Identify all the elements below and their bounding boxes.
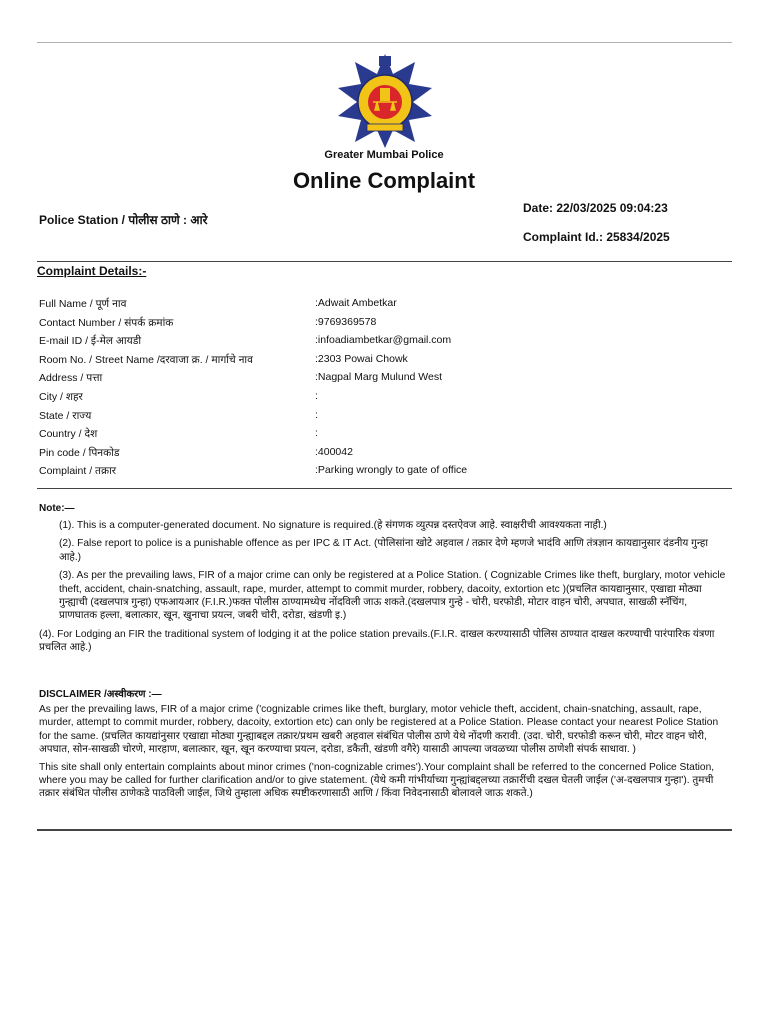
field-label: Room No. / Street Name /दरवाजा क्र. / मार्गाचे नाव: [39, 353, 253, 366]
notes-heading: Note:—: [39, 503, 75, 514]
field-label: Full Name / पूर्ण नाव: [39, 298, 127, 310]
field-complaint: [39, 464, 729, 483]
field-value: :infoadiambetkar@gmail.com: [315, 334, 452, 347]
field-label: Address / पत्ता: [39, 372, 103, 385]
details-heading: Complaint Details:-: [37, 264, 147, 278]
police-emblem-logo: [335, 52, 435, 148]
disclaimer-heading: DISCLAIMER /अस्वीकरण :—: [39, 689, 162, 700]
field-label: Contact Number / संपर्क क्रमांक: [39, 316, 174, 329]
details-bottom-divider: [37, 488, 732, 489]
field-pin-code: [39, 446, 729, 465]
complaint-id: Complaint Id.: 25834/2025: [523, 230, 670, 244]
field-state: [39, 409, 729, 428]
organization-name: Greater Mumbai Police: [324, 149, 444, 161]
note-item: (2). False report to police is a punishable offence as per IPC & IT Act. (पोलिसांना खोटे अहवाल / तक्रार देणे म्हणजे भादंवि आणि तंत्रज्ञान कायद्यानुसार दंडनीय गुन्हा आहे.): [59, 538, 708, 563]
field-value: :Adwait Ambetkar: [315, 297, 397, 309]
notes-list: [39, 519, 727, 660]
note-item: (3). As per the prevailing laws, FIR of a major crime can only be registered at a Police Station. ( Cognizable Crimes like theft, burglary, motor vehicle theft, accident, chain-snatching, assault, rape, murder, attempt to commit murder, robbery, dacoity, extortion etc )(प्रचलित कायद्यानुसार, एखाद्या मोठ्या गुन्ह्याची (दखलपात्र गुन्हा) एफआयआर (F.I.R.)फक्त पोलीस ठाण्यामध्येच नोंदविली जाऊ शकते.(दखलपात्र गुन्हे - चोरी, घरफोडी, मोटार वाहन चोरी, अपघात, साखळी स्नॅचिंग, प्राणघातक हल्ला, बलात्कार, खून, खुनाचा प्रयत्न, जबरी चोरी, दरोडा, खंडणी इ.): [59, 570, 726, 622]
disclaimer-body: [39, 703, 727, 805]
field-label: E-mail ID / ई-मेल आयडी: [39, 335, 142, 348]
police-station: Police Station / पोलीस ठाणे : आरे: [39, 213, 208, 227]
note-item: (4). For Lodging an FIR the traditional system of lodging it at the police station prevails.(F.I.R. दाखल करण्यासाठी पोलिस ठाण्यात दाखल करण्याची पारंपारिक यंत्रणा प्रचलित आहे.): [39, 628, 715, 654]
field-label: City / शहर: [39, 390, 83, 403]
note-item: (1). This is a computer-generated document. No signature is required.(हे संगणक व्युत्पन्न दस्तऐवज आहे. स्वाक्षरीची आवश्यकता नाही.): [59, 520, 607, 531]
field-value: :: [315, 408, 318, 421]
field-value: :2303 Powai Chowk: [315, 352, 408, 365]
bottom-divider: [37, 829, 732, 831]
disclaimer-paragraph: As per the prevailing laws, FIR of a major crime ('cognizable crimes like theft, burglary, motor vehicle theft, accident, chain-snatching, assault, rape, murder, attempt to commit murder, robbery, dacoity, extortion etc) can only be registered at a Police Station. Please contact your nearest Police Station for the same. (प्रचलित कायद्यांनुसार एखाद्या मोठ्या गुन्ह्याबद्दल तक्रार/प्रथम खबरी अहवाल संबंधित पोलीस ठाणे येथे नोंदणी करावी. (उदा. चोरी, घरफोडी करून चोरी, मोटर वाहन चोरी, अपघात, सोन-साखळी चोरणे, मारहाण, बलात्कार, खून, खून करण्याचा प्रयत्न, दरोडा, डकैती, खंडणी वगैरे) यासाठी आपल्या जवळच्या पोलीस ठाणेशी संपर्क साधावा. ): [39, 704, 719, 756]
field-value: :9769369578: [315, 315, 377, 328]
field-address: [39, 371, 729, 390]
field-label: Pin code / पिनकोड: [39, 446, 120, 459]
field-country: [39, 427, 729, 446]
field-email: [39, 334, 729, 353]
complaint-date: Date: 22/03/2025 09:04:23: [523, 201, 668, 215]
field-label: Complaint / तक्रार: [39, 465, 117, 478]
details-top-divider: [37, 261, 732, 262]
field-value: :: [315, 389, 318, 402]
field-room-street: [39, 353, 729, 372]
page-title: Online Complaint: [292, 168, 476, 193]
field-value: :: [315, 427, 318, 440]
field-city: [39, 390, 729, 409]
field-value: :Parking wrongly to gate of office: [315, 464, 468, 477]
field-contact-number: [39, 316, 729, 335]
field-label: State / राज्य: [39, 409, 92, 422]
field-full-name: [39, 297, 729, 316]
details-list: [39, 297, 729, 483]
field-value: :Nagpal Marg Mulund West: [315, 371, 443, 384]
disclaimer-paragraph: This site shall only entertain complaints about minor crimes ('non-cognizable crimes').Your complaint shall be referred to the concerned Police Station, where you may be called for further clarification and/or to give statement. (येथे कमी गांभीर्याच्या गुन्ह्यांबद्दलच्या तक्रारींची दखल घेतली जाईल ('अ-दखलपात्र गुन्हा'). तुमची तक्रार संबंधित पोलीस ठाणेकडे पाठविली जाईल, जिथे तुम्हाला अधिक स्पष्टीकरणासाठी आणि / किंवा निवेदनासाठी बोलावले जाऊ शकते.): [39, 761, 715, 800]
field-value: :400042: [315, 445, 353, 458]
top-divider: [37, 42, 732, 43]
field-label: Country / देश: [39, 428, 98, 441]
